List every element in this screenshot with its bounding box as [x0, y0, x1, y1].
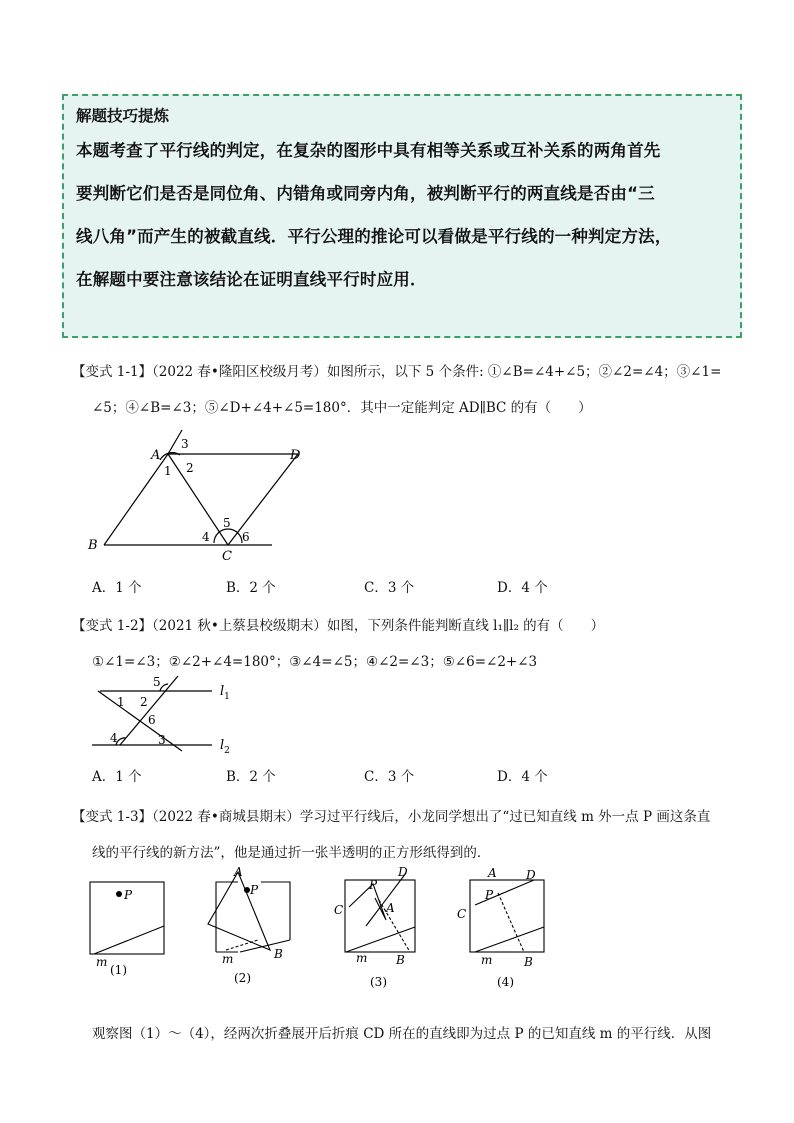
q2-label-l2: $l_2$ [220, 738, 230, 756]
q1-option-d[interactable]: D．4 个 [497, 580, 548, 596]
q1-option-a[interactable]: A．1 个 [92, 580, 142, 596]
tip-line-3: 线八角”而产生的被截直线．平行公理的推论可以看做是平行线的一种判定方法， [76, 227, 672, 246]
q1-stem-line-1: 【变式 1-1】（2022 春•隆阳区校级月考）如图所示，以下 5 个条件: ①∠B=∠4+∠5；②∠2=∠4；③∠1= [72, 364, 722, 380]
fig3-label-C: C [334, 903, 344, 917]
fig1-label-m: m [96, 955, 108, 969]
fig4-label-m: m [481, 953, 493, 967]
fig4-label-C: C [457, 907, 467, 921]
q2-stem-line-1: 【变式 1-2】（2021 秋•上蔡县校级期末）如图，下列条件能判断直线 l₁∥l₂ 的有（ ） [72, 618, 605, 634]
q1-angle-3: 3 [181, 437, 189, 451]
q1-angle-2: 2 [186, 461, 194, 475]
fig4-label-A: A [488, 866, 497, 880]
q1-angle-5: 5 [223, 516, 231, 530]
q1-angle-6: 6 [242, 530, 250, 544]
tip-line-2: 要判断它们是否是同位角、内错角或同旁内角，被判断平行的两直线是否由“三 [76, 184, 655, 203]
q2-option-a[interactable]: A．1 个 [92, 769, 142, 785]
fig4-caption: (4) [497, 975, 514, 989]
fig1-caption: (1) [110, 963, 127, 977]
q2-option-d[interactable]: D．4 个 [497, 769, 548, 785]
fig2-label-P: P [250, 883, 259, 897]
q1-option-b[interactable]: B．2 个 [226, 580, 276, 596]
tip-line-4: 在解题中要注意该结论在证明直线平行时应用． [76, 270, 427, 289]
fig1-point-p-dot [116, 891, 122, 897]
q1-option-c[interactable]: C．3 个 [364, 580, 415, 596]
fig1-label-P: P [124, 888, 133, 902]
fig4-label-D: D [526, 868, 536, 882]
q2-angle-1: 1 [117, 695, 125, 709]
fig4-label-P: P [485, 888, 494, 902]
fig3-label-A: A [386, 901, 395, 915]
q2-angle-2: 2 [140, 695, 148, 709]
fig3-caption: (3) [370, 975, 387, 989]
q1-stem-line-2: ∠5；④∠B=∠3；⑤∠D+∠4+∠5=180°．其中一定能判定 AD∥BC 的有（ ） [92, 400, 592, 416]
q3-stem-line-2: 线的平行线的新方法”，他是通过折一张半透明的正方形纸得到的． [92, 845, 491, 861]
fig3-label-D: D [398, 865, 408, 879]
q2-angle-3: 3 [158, 733, 166, 747]
q3-stem-line-1: 【变式 1-3】（2022 春•商城县期末）学习过平行线后，小龙同学想出了“过已知直线 m 外一点 P 画这条直 [72, 809, 711, 825]
q1-label-A: A [151, 448, 161, 463]
fig2-label-A: A [234, 865, 243, 879]
fig2-label-B: B [274, 947, 283, 961]
q1-label-B: B [88, 538, 98, 553]
fig2-label-m: m [222, 952, 234, 966]
tip-line-1: 本题考查了平行线的判定，在复杂的图形中具有相等关系或互补关系的两角首先 [76, 141, 661, 160]
q1-angle-4: 4 [202, 530, 210, 544]
q1-label-C: C [222, 549, 232, 564]
fig3-label-m: m [356, 951, 368, 965]
tip-title: 解题技巧提炼 [76, 107, 170, 125]
q2-option-b[interactable]: B．2 个 [226, 769, 276, 785]
q1-label-D: D [290, 448, 301, 463]
q2-label-l1: $l_1$ [220, 684, 230, 702]
fig3-label-P: P [369, 878, 378, 892]
q2-angle-5: 5 [153, 675, 161, 689]
q2-angle-4: 4 [110, 731, 118, 745]
fig3-label-B: B [396, 953, 405, 967]
q3-stem-line-3: 观察图（1）～（4），经两次折叠展开后折痕 CD 所在的直线即为过点 P 的已知直线 m 的平行线．从图 [92, 1026, 712, 1042]
fig2-caption: (2) [234, 971, 251, 985]
fig4-label-B: B [524, 955, 533, 969]
q2-angle-6: 6 [148, 713, 156, 727]
q2-option-c[interactable]: C．3 个 [364, 769, 415, 785]
q1-angle-1: 1 [164, 464, 172, 478]
q2-stem-line-2: ①∠1=∠3；②∠2+∠4=180°；③∠4=∠5；④∠2=∠3；⑤∠6=∠2+∠3 [92, 654, 538, 670]
